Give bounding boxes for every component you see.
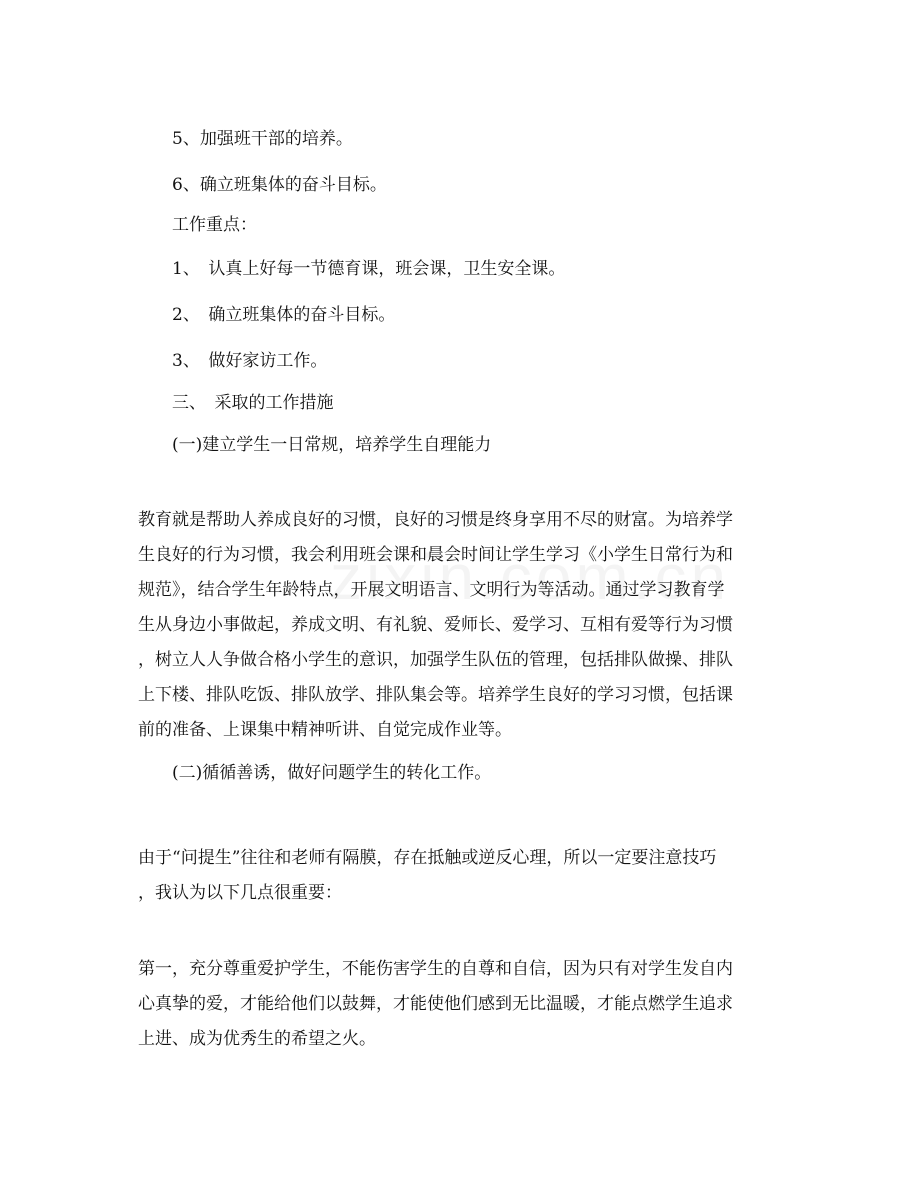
paragraph-1-line-5: ，树立人人争做合格小学生的意识，加强学生队伍的管理，包括排队做操、排队 — [138, 650, 733, 670]
subsection-1-heading: (一)建立学生一日常规，培养学生自理能力 — [172, 435, 492, 455]
paragraph-3-line-2: 心真挚的爱，才能给他们以鼓舞，才能使他们感到无比温暖，才能点燃学生追求 — [138, 994, 733, 1014]
paragraph-1-line-4: 生从身边小事做起，养成文明、有礼貌、爱师长、爱学习、互相有爱等行为习惯 — [138, 615, 733, 635]
paragraph-3-line-1: 第一，充分尊重爱护学生，不能伤害学生的自尊和自信，因为只有对学生发自内 — [138, 959, 733, 979]
paragraph-1-line-1: 教育就是帮助人养成良好的习惯，良好的习惯是终身享用不尽的财富。为培养学 — [138, 510, 733, 530]
list-item-6: 6、确立班集体的奋斗目标。 — [172, 175, 387, 195]
focus-item-1: 1、 认真上好每一节德育课，班会课，卫生安全课。 — [172, 259, 566, 279]
paragraph-2-line-1: 由于“问提生”往往和老师有隔膜，存在抵触或逆反心理，所以一定要注意技巧 — [138, 848, 717, 868]
focus-heading: 工作重点： — [172, 215, 257, 235]
paragraph-1-line-6: 上下楼、排队吃饭、排队放学、排队集会等。培养学生良好的学习习惯，包括课 — [138, 685, 733, 705]
paragraph-1-line-2: 生良好的行为习惯，我会利用班会课和晨会时间让学生学习《小学生日常行为和 — [138, 545, 733, 565]
section-3-heading: 三、 采取的工作措施 — [172, 393, 334, 413]
paragraph-3-line-3: 上进、成为优秀生的希望之火。 — [138, 1029, 376, 1049]
focus-item-3: 3、 做好家访工作。 — [172, 351, 328, 371]
focus-item-2: 2、 确立班集体的奋斗目标。 — [172, 305, 396, 325]
paragraph-1-line-7: 前的准备、上课集中精神听讲、自觉完成作业等。 — [138, 720, 512, 740]
paragraph-1-line-3: 规范》，结合学生年龄特点，开展文明语言、文明行为等活动。通过学习教育学 — [138, 580, 725, 600]
subsection-2-heading: (二)循循善诱，做好问题学生的转化工作。 — [172, 763, 492, 783]
list-item-5: 5、加强班干部的培养。 — [172, 129, 353, 149]
paragraph-2-line-2: ，我认为以下几点很重要： — [138, 883, 342, 903]
